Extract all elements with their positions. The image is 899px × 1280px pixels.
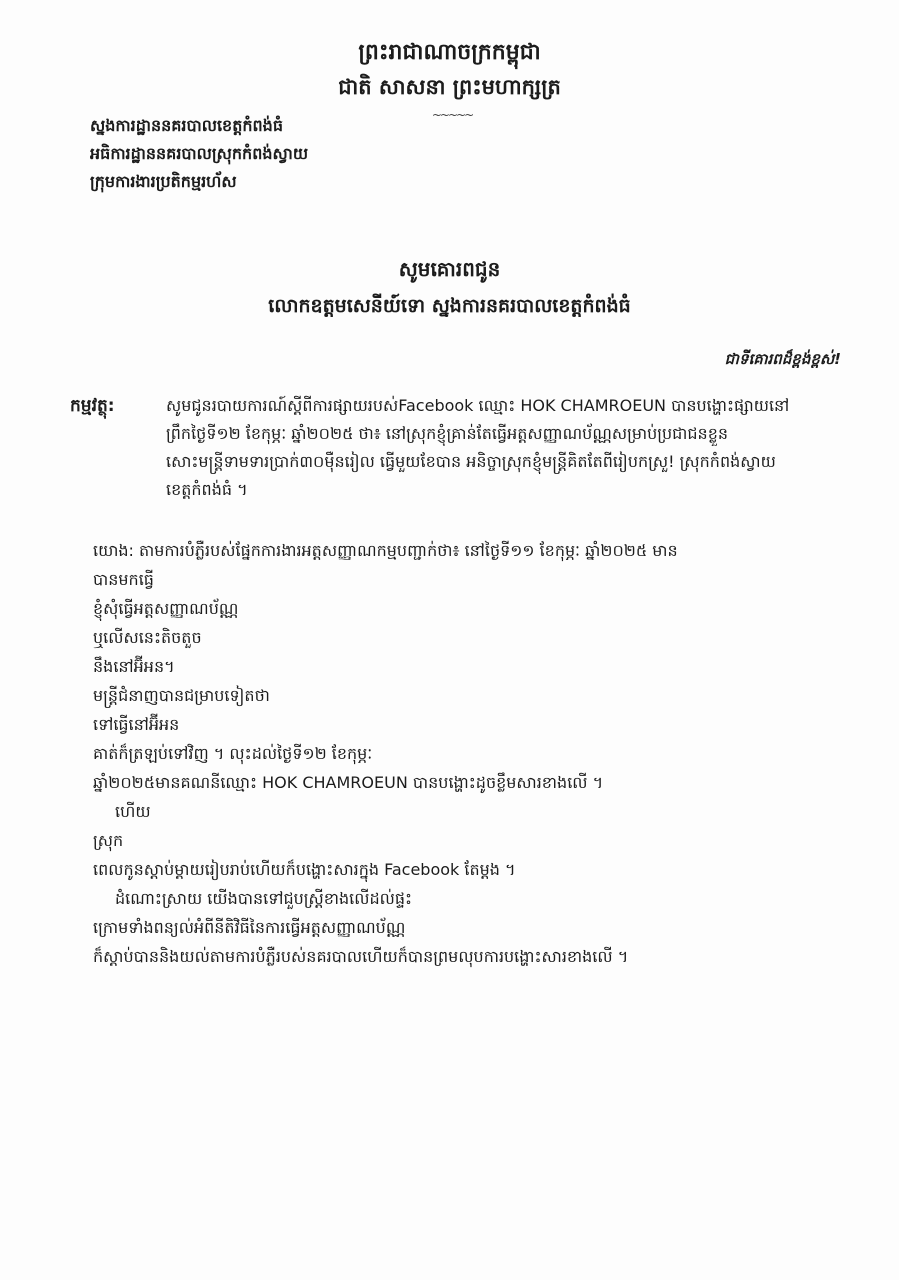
honorific: ជាទីគោរពដ៏ខ្ពង់ខ្ពស់! [724,350,841,368]
subject-line: សូមជូនរបាយការណ៍ស្តីពីការផ្សាយរបស់Facebook ឈ្មោះ HOK CHAMROEUN បានបង្ហោះផ្សាយនៅ [166,396,790,415]
paragraph-line: ស្រុក [93,831,124,850]
paragraph-line: ក៏ស្តាប់បាននិងយល់តាមការបំភ្លឺរបស់នគរបាលហើយក៏បានព្រមលុបការបង្ហោះសារខាងលើ ។ [93,947,629,966]
paragraph-line: ដំណោះស្រាយ យើងបានទៅជួបស្ត្រីខាងលើដល់ផ្ទះ [115,889,413,908]
ornament-divider: ~~~~~ [431,108,473,122]
paragraph-line: បានមកធ្វើ [93,570,154,589]
salutation-heading: សូមគោរពជូន [398,257,501,281]
paragraph-followup [93,797,863,884]
paragraph-line: ខ្ញុំសុំធ្វើអត្តសញ្ញាណប័ណ្ណ [93,599,239,618]
subject-line: សោះមន្ត្រីទាមទារប្រាក់៣០ម៉ឺនរៀល ធ្វើមួយខែបាន អនិច្ចាស្រុកខ្ញុំមន្ត្រីគិតតែពីរៀបកស្រួ! ស្រុកកំពង់ស្វាយ [166,452,776,471]
paragraph-resolution [93,884,863,971]
paragraph-line: ពេលកូនស្តាប់ម្តាយរៀបរាប់ហើយក៏បង្ហោះសារក្នុង Facebook តែម្តង ។ [93,860,516,879]
subject-line: ព្រឹកថ្ងៃទី១២ ខែកុម្ភៈ ឆ្នាំ២០២៥ ថា៖ នៅស្រុកខ្ញុំគ្រាន់តែធ្វើអត្តសញ្ញាណប័ណ្ណសម្រាប់ប្រជាជនខ្លួន [166,424,729,443]
issuer-line-2: អធិការដ្ឋាននគរបាលស្រុកកំពង់ស្វាយ [90,144,309,163]
subject-body [166,392,860,504]
paragraph-findings [93,565,863,797]
paragraph-line: នឹងនៅអ៊ីអន។ [93,657,175,676]
issuer-line-3: ក្រុមការងារប្រតិកម្មរហ័ស [90,172,237,191]
paragraph-line: ក្រោមទាំងពន្យល់អំពីនីតិវិធីនៃការធ្វើអត្តសញ្ញាណប័ណ្ណ [93,918,406,937]
report-body [93,536,863,971]
recipient-heading: លោកឧត្តមសេនីយ៍ទោ ស្នងការនគរបាលខេត្តកំពង់ធំ [268,295,631,317]
paragraph-line: យោង: តាមការបំភ្លឺរបស់ផ្នែកការងារអត្តសញ្ញាណកម្មបញ្ជាក់ថា៖ នៅថ្ងៃទី១១ ខែកុម្ភៈ ឆ្នាំ២០២៥ មាន [93,541,678,560]
paragraph-line: មន្ត្រីជំនាញបានជម្រាបទៀតថា [93,686,270,705]
national-motto: ជាតិ សាសនា ព្រះមហាក្សត្រ [338,75,561,99]
issuer-block [90,112,510,196]
subject-label: កម្មវត្ថុ: [70,396,115,416]
paragraph-line: ឆ្នាំ២០២៥មានគណនីឈ្មោះ HOK CHAMROEUN បានបង្ហោះដូចខ្លឹមសារខាងលើ ។ [93,773,604,792]
kingdom-heading: ព្រះរាជាណាចក្រកម្ពុជា [358,40,541,65]
issuer-line-1: ស្នងការដ្ឋាននគរបាលខេត្តកំពង់ធំ [90,116,283,135]
paragraph-line: គាត់ក៏ត្រឡប់ទៅវិញ ។ លុះដល់ថ្ងៃទី១២ ខែកុម្ភៈ [93,744,373,763]
paragraph-line: ហេីយ [115,802,151,821]
subject-line: ខេត្តកំពង់ធំ ។ [166,480,248,499]
paragraph-line: ទៅធ្វើនៅអ៊ីអន [93,715,180,734]
paragraph-line: ឬលើសនេះតិចតួច [93,628,202,647]
subject-block [70,392,860,504]
paragraph-reference [93,536,863,565]
